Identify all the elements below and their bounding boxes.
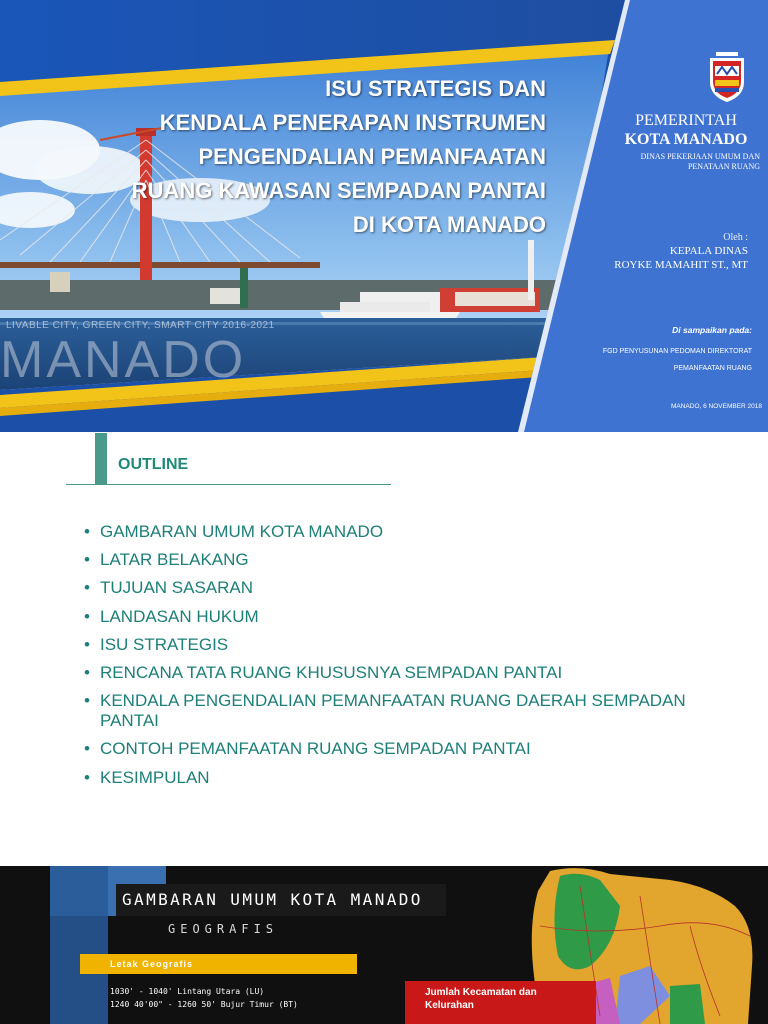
bullet-icon: • [84, 634, 90, 654]
outline-item-text: KENDALA PENGENDALIAN PEMANFAATAN RUANG DAERAH SEMPADAN PANTAI [100, 691, 686, 731]
outline-heading: OUTLINE [118, 456, 189, 473]
latitude-text: 1030' - 1040' Lintang Utara (LU) [110, 987, 265, 996]
outline-item [84, 768, 724, 788]
event-line: PEMANFAATAN RUANG [673, 365, 752, 372]
department-line: DINAS PEKERJAAN UMUM DAN [640, 152, 760, 161]
outline-item [84, 635, 724, 655]
outline-item-text: ISU STRATEGIS [100, 634, 229, 654]
title-slide [0, 0, 768, 432]
outline-slide [0, 432, 768, 864]
outline-list [84, 522, 724, 796]
outline-item-text: KESIMPULAN [100, 767, 210, 787]
bullet-icon: • [84, 522, 90, 541]
city-emblem-icon [707, 52, 747, 104]
decor-square [50, 866, 108, 916]
presentation-title [132, 72, 546, 242]
bullet-icon: • [84, 691, 90, 711]
bullet-icon: • [84, 550, 90, 570]
event-line: FGD PENYUSUNAN PEDOMAN DIREKTORAT [602, 348, 752, 355]
outline-item [84, 663, 724, 683]
department-name [612, 152, 760, 172]
heading-divider [66, 484, 391, 485]
presentation-date: MANADO, 6 NOVEMBER 2018 [670, 403, 762, 410]
title-line: ISU STRATEGIS DAN [325, 76, 546, 101]
bullet-icon: • [84, 767, 90, 787]
title-line: KENDALA PENERAPAN INSTRUMEN [159, 110, 546, 135]
outline-item [84, 691, 724, 731]
overview-title: GAMBARAN UMUM KOTA MANADO [122, 890, 423, 909]
outline-item-text: LANDASAN HUKUM [100, 606, 259, 626]
presenter-block [560, 244, 748, 272]
outline-item [84, 739, 724, 759]
outline-item [84, 522, 724, 542]
outline-item [84, 578, 724, 598]
event-name [540, 343, 752, 377]
city-watermark: MANADO [0, 331, 247, 389]
by-label: Oleh : [723, 232, 748, 243]
title-line: PENGENDALIAN PEMANFAATAN [198, 144, 546, 169]
city-tagline: LIVABLE CITY, GREEN CITY, SMART CITY 2016-2021 [6, 320, 275, 331]
bullet-icon: • [84, 606, 90, 626]
outline-item [84, 607, 724, 627]
department-line: PENATAAN RUANG [687, 162, 760, 171]
bullet-icon: • [84, 578, 90, 598]
title-line: RUANG KAWASAN SEMPADAN PANTAI [131, 178, 546, 203]
title-line: DI KOTA MANADO [352, 212, 546, 237]
city-government-label: KOTA MANADO [624, 131, 748, 148]
outline-item [84, 550, 724, 570]
longitude-text: 1240 40'00" - 1260 50' Bujur Timur (BT) [110, 1000, 298, 1009]
presenter-title: KEPALA DINAS [669, 245, 748, 257]
heading-accent-bar [95, 433, 107, 485]
outline-item-text: LATAR BELAKANG [100, 550, 249, 570]
outline-item-text: TUJUAN SASARAN [100, 578, 254, 598]
government-label: PEMERINTAH [635, 112, 737, 129]
bullet-icon: • [84, 739, 90, 759]
district-label: Jumlah Kecamatan dan Kelurahan [425, 987, 537, 1011]
overview-slide [0, 866, 768, 1024]
outline-item-text: CONTOH PEMANFAATAN RUANG SEMPADAN PANTAI [100, 739, 531, 759]
delivered-label: Di sampaikan pada: [672, 325, 752, 335]
outline-item-text: GAMBARAN UMUM KOTA MANADO [100, 522, 384, 541]
overview-subtitle: GEOGRAFIS [168, 922, 279, 936]
location-label: Letak Geografis [110, 959, 194, 969]
bullet-icon: • [84, 662, 90, 682]
outline-item-text: RENCANA TATA RUANG KHUSUSNYA SEMPADAN PANTAI [100, 662, 563, 682]
presenter-name: ROYKE MAMAHIT ST., MT [614, 259, 748, 271]
